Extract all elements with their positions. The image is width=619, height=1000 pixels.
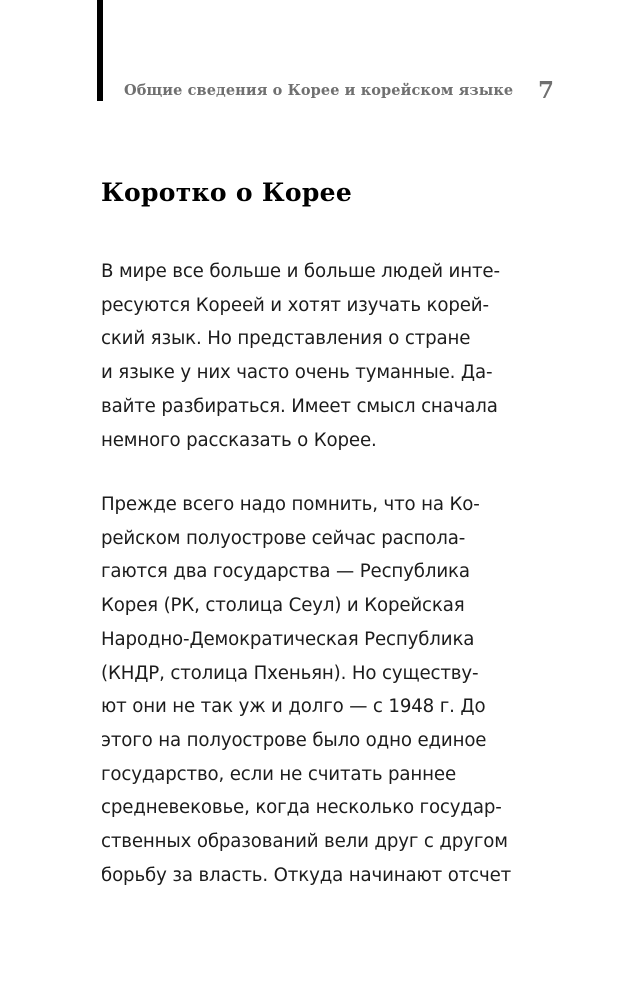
page-edge-bar bbox=[97, 0, 103, 101]
text-line: ственных образований вели друг с другом bbox=[101, 831, 508, 853]
text-line: государство, если не считать раннее bbox=[101, 763, 456, 785]
text-line: этого на полуострове было одно единое bbox=[101, 729, 487, 751]
text-line: ресуются Кореей и хотят изучать корей- bbox=[101, 294, 489, 316]
text-line: Прежде всего надо помнить, что на Ко- bbox=[101, 494, 480, 515]
text-line: средневековье, когда несколько государ- bbox=[101, 797, 502, 819]
text-line: Корея (РК, столица Сеул) и Корейская bbox=[101, 595, 465, 617]
text-line: рейском полуострове сейчас распола- bbox=[101, 527, 466, 549]
text-line: (КНДР, столица Пхеньян). Но существу- bbox=[101, 662, 479, 684]
text-line: В мире все больше и больше людей инте- bbox=[101, 261, 500, 282]
text-line: ют они не так уж и долго — с 1948 г. До bbox=[101, 696, 486, 718]
text-line: борьбу за власть. Откуда начинают отсчет bbox=[101, 864, 512, 886]
text-line: Народно-Демократическая Республика bbox=[101, 628, 475, 650]
text-line: и языке у них часто очень туманные. Да- bbox=[101, 362, 493, 384]
text-line: вайте разбираться. Имеет смысл сначала bbox=[101, 395, 498, 417]
text-line: ский язык. Но представления о стране bbox=[101, 328, 471, 350]
chapter-title: Коротко о Корее bbox=[101, 178, 353, 207]
text-line: гаются два государства — Республика bbox=[101, 561, 470, 583]
paragraph-intro bbox=[101, 255, 500, 457]
page-number: 7 bbox=[538, 77, 555, 104]
text-line: немного рассказать о Корее. bbox=[101, 429, 377, 451]
paragraph-history bbox=[101, 488, 511, 892]
running-header: Общие сведения о Корее и корейском языке bbox=[124, 82, 514, 99]
